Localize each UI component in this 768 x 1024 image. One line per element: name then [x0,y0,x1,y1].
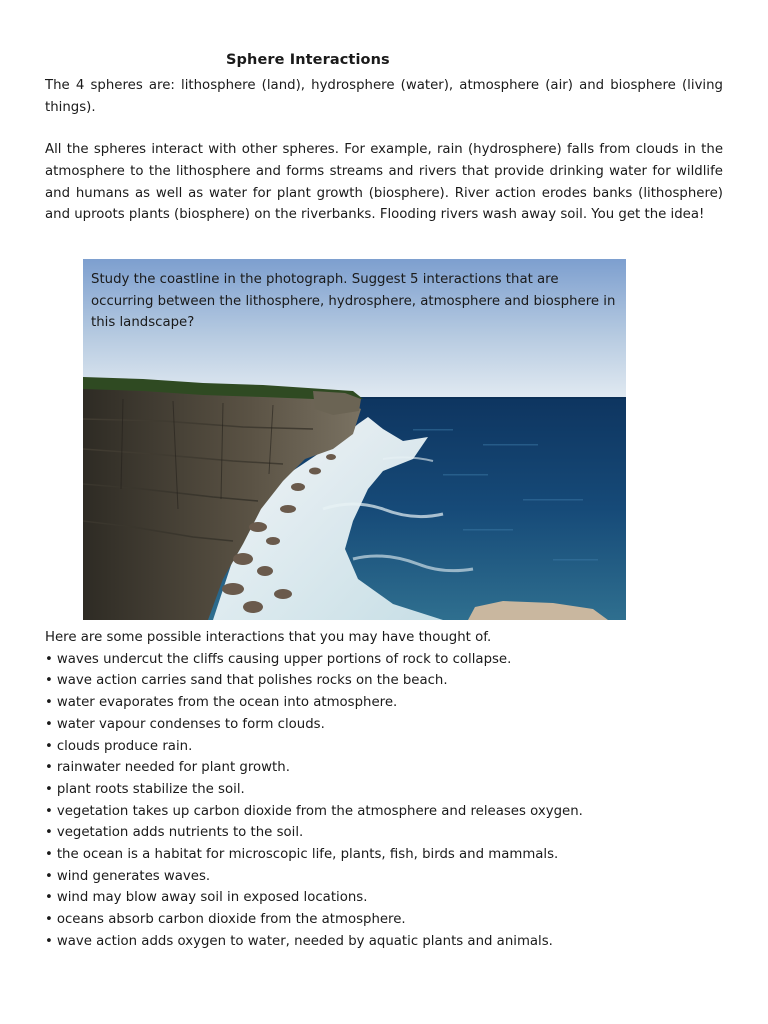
list-item [45,931,735,953]
bullet-icon: • [45,716,53,732]
possible-interactions [45,627,735,953]
list-item-text: water evaporates from the ocean into atmosphere. [56,695,398,711]
photo-caption: Study the coastline in the photograph. Suggest 5 interactions that are occurring between the lithosphere, hydrosphere, atmosphere and biosphere in this landscape? [91,272,616,330]
list-item-text: vegetation takes up carbon dioxide from the atmosphere and releases oxygen. [56,803,583,819]
list-item [45,866,735,888]
bullet-icon: • [45,890,53,906]
list-item-text: the ocean is a habitat for microscopic life, plants, fish, birds and mammals. [56,847,559,863]
bullet-icon: • [45,868,53,884]
page-title: Sphere Interactions [226,52,390,68]
bullet-icon: • [45,825,53,841]
list-item [45,801,735,823]
list-item [45,822,735,844]
bullet-icon: • [45,847,53,863]
list-item-text: wave action carries sand that polishes rocks on the beach. [56,673,448,689]
list-item [45,844,735,866]
bullet-icon: • [45,933,53,949]
bullet-icon: • [45,673,53,689]
list-item [45,757,735,779]
list-item-text: rainwater needed for plant growth. [56,760,290,776]
list-item-text: plant roots stabilize the soil. [56,781,245,797]
list-item [45,909,735,931]
list-item [45,714,735,736]
list-item-text: vegetation adds nutrients to the soil. [56,825,304,841]
list-item-text: water vapour condenses to form clouds. [56,716,325,732]
list-item [45,649,735,671]
list-item [45,887,735,909]
bullet-icon: • [45,695,53,711]
list-item-text: wind generates waves. [56,868,211,884]
example-paragraph: All the spheres interact with other spheres. For example, rain (hydrosphere) falls from clouds in the atmosphere to the lithosphere and forms streams and rivers that provide drinking water for wildlife and humans as well as water for plant growth (biosphere). River action erodes banks (lithosphere) and uproots plants (biosphere) on the riverbanks. Flooding rivers wash away soil. You get the idea! [45,142,723,223]
bullet-icon: • [45,781,53,797]
bullet-icon: • [45,738,53,754]
list-item [45,736,735,758]
list-item-text: waves undercut the cliffs causing upper portions of rock to collapse. [56,651,512,667]
bullet-icon: • [45,912,53,928]
list-item-text: wave action adds oxygen to water, needed by aquatic plants and animals. [56,933,553,949]
list-item-text: wind may blow away soil in exposed locations. [56,890,368,906]
interaction-list [45,649,735,953]
coastline-photo [83,259,626,620]
bullet-icon: • [45,760,53,776]
list-item [45,692,735,714]
bullet-icon: • [45,803,53,819]
list-item [45,670,735,692]
intro-paragraph: The 4 spheres are: lithosphere (land), hydrosphere (water), atmosphere (air) and biosphere (living things). [45,78,723,115]
list-item-text: clouds produce rain. [56,738,193,754]
answers-intro: Here are some possible interactions that you may have thought of. [45,630,492,645]
list-item [45,779,735,801]
bullet-icon: • [45,651,53,667]
list-item-text: oceans absorb carbon dioxide from the atmosphere. [56,912,406,928]
